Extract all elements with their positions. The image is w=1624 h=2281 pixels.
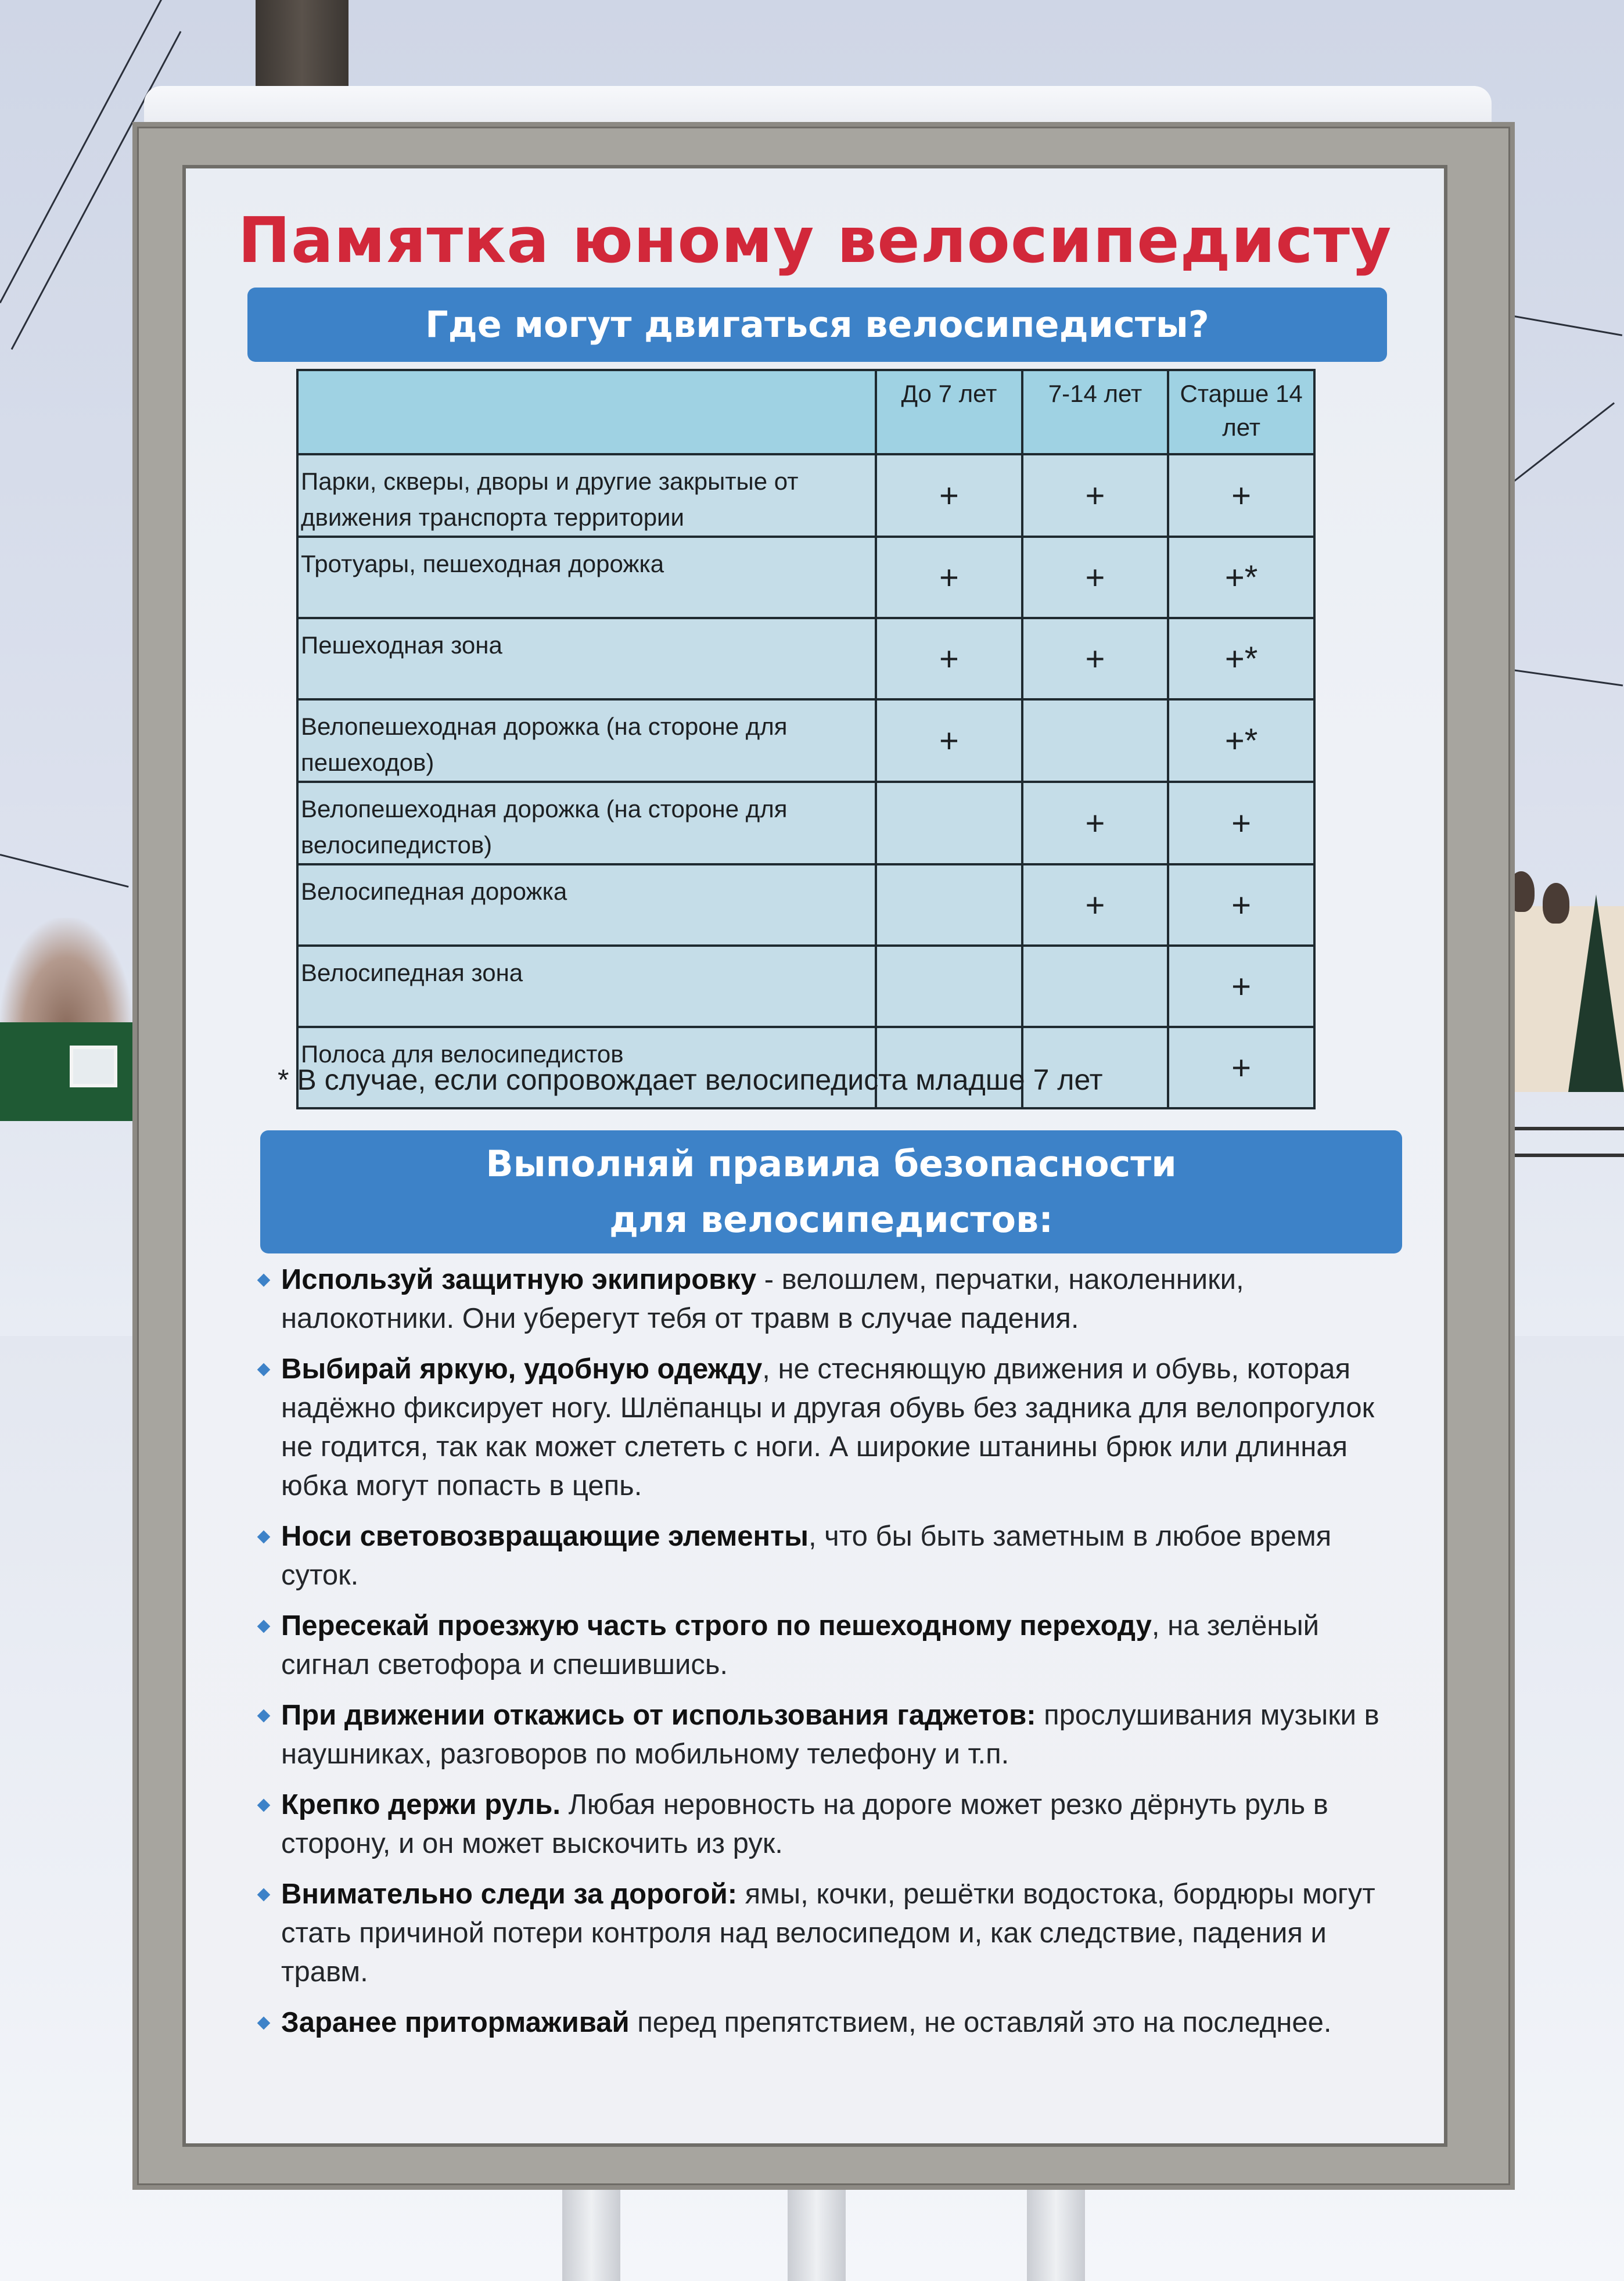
rule-bold: Заранее притормаживай [281,2007,630,2038]
mark-over14: +* [1168,537,1314,618]
rule-text: перед препятствием, не оставляй это на последнее. [629,2007,1332,2038]
sign-panel [186,168,1444,2143]
mark-over14: + [1168,946,1314,1027]
rule-text: , на зелёный сигнал светофора и спешившись. [281,1610,1320,1680]
list-item [256,1786,1406,1863]
safety-heading-line1: Выполняй правила безопасности [486,1143,1177,1185]
bullet-diamond-icon [257,1274,271,1287]
mark-under7: + [876,454,1022,537]
list-item [256,1607,1406,1684]
sign-leg [1027,2184,1085,2281]
mark-under7: + [876,618,1022,699]
bullet-diamond-icon [257,1799,271,1812]
bullet-diamond-icon [257,2017,271,2030]
mark-over14: + [1168,1027,1314,1108]
mark-under7 [876,782,1022,864]
table-row [297,782,1314,864]
mark-7to14: + [1022,782,1169,864]
mark-under7 [876,864,1022,946]
row-place: Пешеходная зона [297,618,876,699]
list-item [256,1875,1406,1992]
rule-bold: Крепко держи руль. [281,1789,561,1820]
mark-7to14: + [1022,864,1169,946]
row-place: Велосипедная дорожка [297,864,876,946]
mark-7to14: + [1022,537,1169,618]
section-heading-safety [260,1130,1402,1253]
mark-7to14 [1022,699,1169,782]
safety-heading-line2: для велосипедистов: [609,1198,1054,1241]
mark-over14: +* [1168,618,1314,699]
rule-text: ямы, кочки, решётки водостока, бордюры могут стать причиной потери контроля над велосипедом и, как следствие, падения и травм. [281,1878,1375,1988]
section-heading-where: Где могут двигаться велосипедисты? [247,288,1387,362]
column-header-place [297,370,876,454]
rule-text: , что бы быть заметным в любое время суток. [281,1521,1332,1591]
bridge-railing [1504,1127,1624,1157]
green-house [0,1022,132,1121]
rule-bold: Внимательно следи за дорогой: [281,1878,738,1910]
power-line [1504,668,1623,687]
table-row [297,946,1314,1027]
table-footnote: * В случае, если сопровождает велосипедиста младше 7 лет [278,1064,1103,1096]
row-place: Парки, скверы, дворы и другие закрытые от движения транспорта территории [297,454,876,537]
power-line [0,854,129,888]
where-cyclists-table [296,369,1316,1109]
row-place: Полоса для велосипедистов [297,1027,876,1108]
mark-over14: +* [1168,699,1314,782]
row-place: Велопешеходная дорожка (на стороне для велосипедистов) [297,782,876,864]
bullet-diamond-icon [257,1531,271,1544]
table-row [297,699,1314,782]
table-row [297,618,1314,699]
rule-text: - велошлем, перчатки, наколенники, налокотники. Они уберегут тебя от травм в случае падения. [281,1264,1244,1334]
rule-text: , не стесняющую движения и обувь, которая надёжно фиксирует ногу. Шлёпанцы и другая обувь без задника для велопрогулок не годится, так как может слететь с ноги. А широкие штанины брюк или длинная юбка могут попасть в цепь. [281,1353,1375,1501]
row-place: Велосипедная зона [297,946,876,1027]
table-header-row [297,370,1314,454]
rule-bold: При движении откажись от использования гаджетов: [281,1700,1036,1731]
mark-over14: + [1168,864,1314,946]
rule-text: Любая неровность на дороге может резко дёрнуть руль в сторону, и он может выскочить из рук. [281,1789,1328,1859]
bare-trees [0,918,132,1028]
mark-over14: + [1168,454,1314,537]
bullet-diamond-icon [257,1620,271,1633]
table-row [297,537,1314,618]
bullet-diamond-icon [257,1363,271,1377]
mark-7to14: + [1022,618,1169,699]
rule-bold: Носи световозвращающие элементы [281,1521,809,1552]
mark-under7: + [876,699,1022,782]
list-item [256,1696,1406,1774]
column-header-under7: До 7 лет [876,370,1022,454]
row-place: Велопешеходная дорожка (на стороне для пешеходов) [297,699,876,782]
fir-tree [1568,895,1624,1092]
mark-over14: + [1168,782,1314,864]
sign-leg [562,2184,620,2281]
list-item [256,2003,1406,2042]
sign-title: Памятка юному велосипедисту [238,204,1392,277]
mark-7to14: + [1022,454,1169,537]
rule-bold: Выбирай яркую, удобную одежду [281,1353,763,1385]
column-header-7to14: 7-14 лет [1022,370,1169,454]
rule-bold: Пересекай проезжую часть строго по пешеходному переходу [281,1610,1152,1641]
table-row [297,864,1314,946]
power-line [1504,314,1622,336]
power-line [1504,403,1615,490]
mark-under7 [876,946,1022,1027]
rule-bold: Используй защитную экипировку [281,1264,757,1295]
bullet-diamond-icon [257,1888,271,1902]
list-item [256,1517,1406,1595]
list-item [256,1260,1406,1338]
mark-7to14 [1022,946,1169,1027]
safety-rules-list [256,1260,1406,2054]
column-header-over14: Старше 14 лет [1168,370,1314,454]
list-item [256,1350,1406,1506]
table-row [297,454,1314,537]
row-place: Тротуары, пешеходная дорожка [297,537,876,618]
rule-text: прослушивания музыки в наушниках, разговоров по мобильному телефону и т.п. [281,1700,1379,1770]
sign-leg [788,2184,846,2281]
mark-under7: + [876,537,1022,618]
bullet-diamond-icon [257,1709,271,1723]
